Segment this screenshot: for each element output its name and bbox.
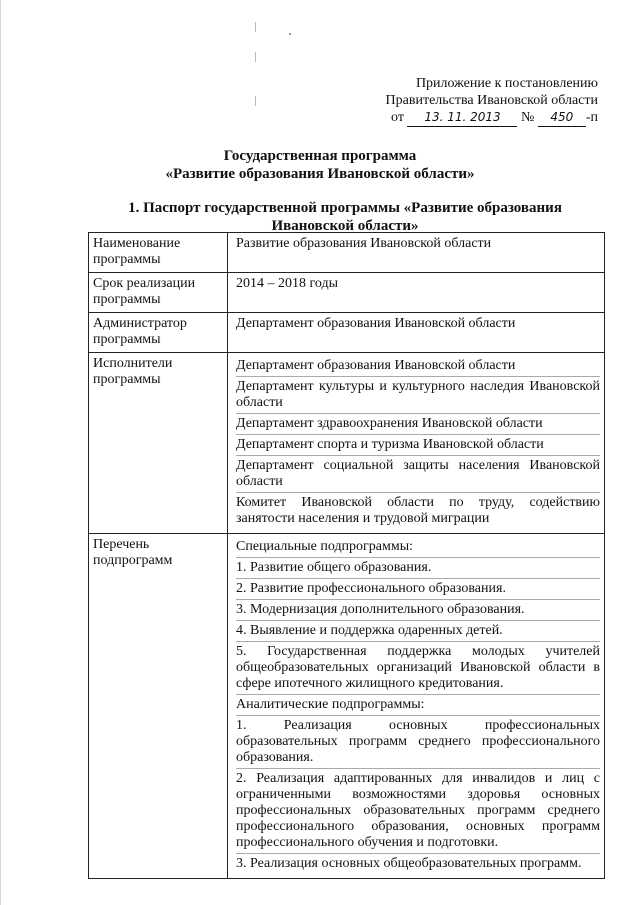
subprograms-label: Перечень подпрограмм [89, 534, 228, 879]
list-item: 2. Развитие профессионального образования. [236, 578, 600, 599]
appendix-line-1: Приложение к постановлению [415, 76, 598, 91]
list-item: Департамент образования Ивановской области [236, 358, 516, 373]
passport-table [88, 232, 605, 879]
number-suffix: -п [585, 110, 598, 125]
name-label: Наименование программы [89, 233, 228, 273]
list-item: Департамент культуры и культурного наследия Ивановской области [236, 376, 600, 413]
table-row [89, 353, 605, 534]
special-heading: Специальные подпрограммы: [236, 539, 414, 554]
admin-label: Администратор программы [89, 313, 228, 353]
executors-list [228, 353, 605, 534]
list-item: Департамент спорта и туризма Ивановской области [236, 434, 600, 455]
list-item: 5. Государственная поддержка молодых учителей общеобразовательных организаций Ивановской области в сфере ипотечного жилищного кредитования. [236, 641, 600, 694]
executors-label: Исполнители программы [89, 353, 228, 534]
section-title: 1. Паспорт государственной программы «Развитие образования Ивановской области» [128, 200, 562, 234]
list-item: Департамент социальной защиты населения Ивановской области [236, 455, 600, 492]
scan-edge [0, 0, 1, 905]
program-title-line-2: «Развитие образования Ивановской области» [165, 166, 475, 182]
number-label: № [520, 110, 535, 125]
table-row [89, 313, 605, 353]
handwritten-date: 13. 11. 2013 [407, 109, 517, 127]
analytic-heading: Аналитические подпрограммы: [236, 694, 600, 715]
handwritten-number: 450 [538, 109, 586, 127]
table-row [89, 233, 605, 273]
scan-mark [255, 52, 256, 62]
scan-mark [255, 22, 256, 32]
name-value: Развитие образования Ивановской области [228, 233, 605, 273]
table-row [89, 273, 605, 313]
list-item: 1. Развитие общего образования. [236, 557, 600, 578]
table-row [89, 534, 605, 879]
appendix-header [386, 75, 598, 127]
program-title-line-1: Государственная программа [223, 148, 417, 164]
list-item: 4. Выявление и поддержка одаренных детей. [236, 620, 600, 641]
list-item: Департамент здравоохранения Ивановской области [236, 413, 600, 434]
term-label: Срок реализации программы [89, 273, 228, 313]
term-value: 2014 – 2018 годы [228, 273, 605, 313]
list-item: 3. Реализация основных общеобразовательных программ. [236, 853, 600, 874]
list-item: 1. Реализация основных профессиональных образовательных программ среднего профессионального образования. [236, 715, 600, 768]
admin-value: Департамент образования Ивановской области [228, 313, 605, 353]
appendix-line-2: Правительства Ивановской области [385, 93, 598, 108]
scan-mark [255, 96, 256, 106]
appendix-line-3 [386, 109, 598, 127]
list-item: 2. Реализация адаптированных для инвалидов и лиц с ограниченными возможностями здоровья основных профессиональных образовательных программ среднего профессионального образования, основных программ профессионального обучения и подготовки. [236, 768, 600, 853]
scan-dot [289, 33, 291, 35]
list-item: 3. Модернизация дополнительного образования. [236, 599, 600, 620]
list-item: Комитет Ивановской области по труду, содействию занятости населения и трудовой миграции [236, 492, 600, 529]
subprograms-list [228, 534, 605, 879]
from-label: от [391, 110, 404, 125]
